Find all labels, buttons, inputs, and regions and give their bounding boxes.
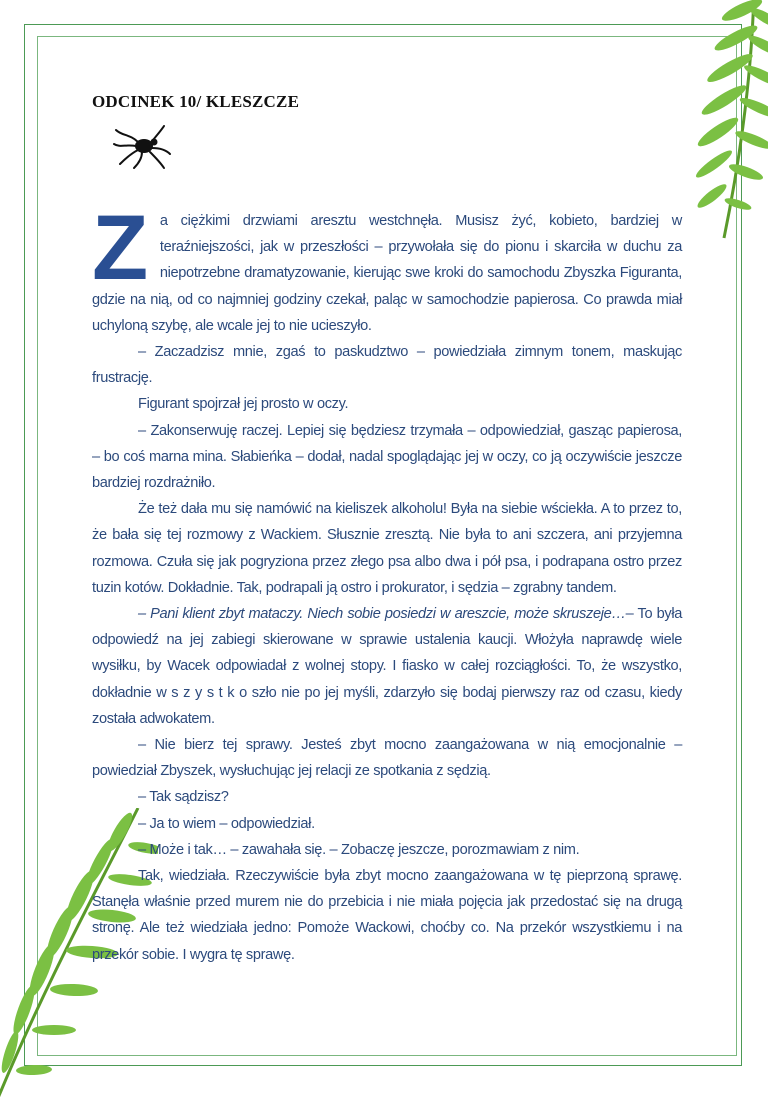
- paragraph: Tak, wiedziała. Rzeczywiście była zbyt mocno zaangażowana w tę pieprzoną sprawę. Stanęła właśnie przed murem nie do przebicia i nie miała pojęcia jak przedostać się na drugą stronę. Ale też wiedziała jedno: Pomoże Wackowi, choćby co. Na przekór wszystkiemu i na przekór sobie. I wygra tę sprawę.: [92, 868, 682, 963]
- paragraph: Za ciężkimi drzwiami aresztu westchnęła. Musisz żyć, kobieto, bardziej w teraźniejszości, jak w przeszłości – przywołała się do pionu i skarciła w duchu za niepotrzebne dramatyzowanie, kierując swe kroki do samochodu Zbyszka Figuranta, gdzie na nią, od co najmniej godziny czekał, paląc w samochodzie papierosa. Co prawda miał uchyloną szybę, ale wcale jej to nie ucieszyło.: [92, 197, 682, 334]
- paragraph: – Zaczadzisz mnie, zgaś to paskudztwo – powiedziała zimnym tonem, maskując frustrację.: [92, 344, 682, 387]
- paragraph: – Nie bierz tej sprawy. Jesteś zbyt mocno zaangażowana w nią emocjonalnie – powiedział Zbyszek, wysłuchując jej relacji ze spotkania z sędzią.: [92, 737, 682, 780]
- tick-icon: [112, 120, 172, 170]
- paragraph: Figurant spojrzał jej prosto w oczy.: [138, 396, 349, 413]
- paragraph: – Zakonserwuję raczej. Lepiej się będziesz trzymała – odpowiedział, gasząc papierosa, – bo coś marna mina. Słabieńka – dodał, nadal spoglądając jej w oczy, co ją oczywiście jeszcze bardziej rozdrażniło.: [92, 422, 682, 492]
- paragraph: – Tak sądzisz?: [138, 789, 229, 806]
- paragraph: – Pani klient zbyt mataczy. Niech sobie posiedzi w areszcie, może skruszeje…– To była odpowiedź na jej zabiegi skierowane w sprawie ustalenia kaucji. Włożyła naprawdę wiele wysiłku, by Wacek odpowiadał z wolnej stopy. I fiasko w całej rozciągłości. To, że wszystko, dokładnie w s z y s t k o szło nie po jej myśli, zdarzyło się bodaj pierwszy raz od czasu, kiedy została adwokatem.: [92, 606, 682, 727]
- fern-leaf-top-icon: [684, 0, 768, 240]
- paragraph: – Ja to wiem – odpowiedział.: [138, 815, 315, 832]
- paragraph: Że też dała mu się namówić na kieliszek alkoholu! Była na siebie wściekła. A to przez to, że bała się tej rozmowy z Wackiem. Słusznie zresztą. Nie była to ani szczera, ani przyjemna rozmowa. Czuła się jak pogryziona przez złego psa albo dwa i pół psa, i podrapana ostro przez tuzin kotów. Dokładnie. Tak, podrapali ją ostro i prokurator, i sędzia – zgrabny tandem.: [92, 501, 682, 596]
- quoted-italic: – Pani klient zbyt mataczy. Niech sobie posiedzi w areszcie, może skruszeje…: [138, 606, 626, 623]
- paragraph: – Może i tak… – zawahała się. – Zobaczę jeszcze, porozmawiam z nim.: [138, 841, 580, 858]
- chapter-title: ODCINEK 10/ KLESZCZE: [92, 92, 300, 111]
- drop-cap: Z: [92, 197, 148, 299]
- story-text: [92, 197, 682, 968]
